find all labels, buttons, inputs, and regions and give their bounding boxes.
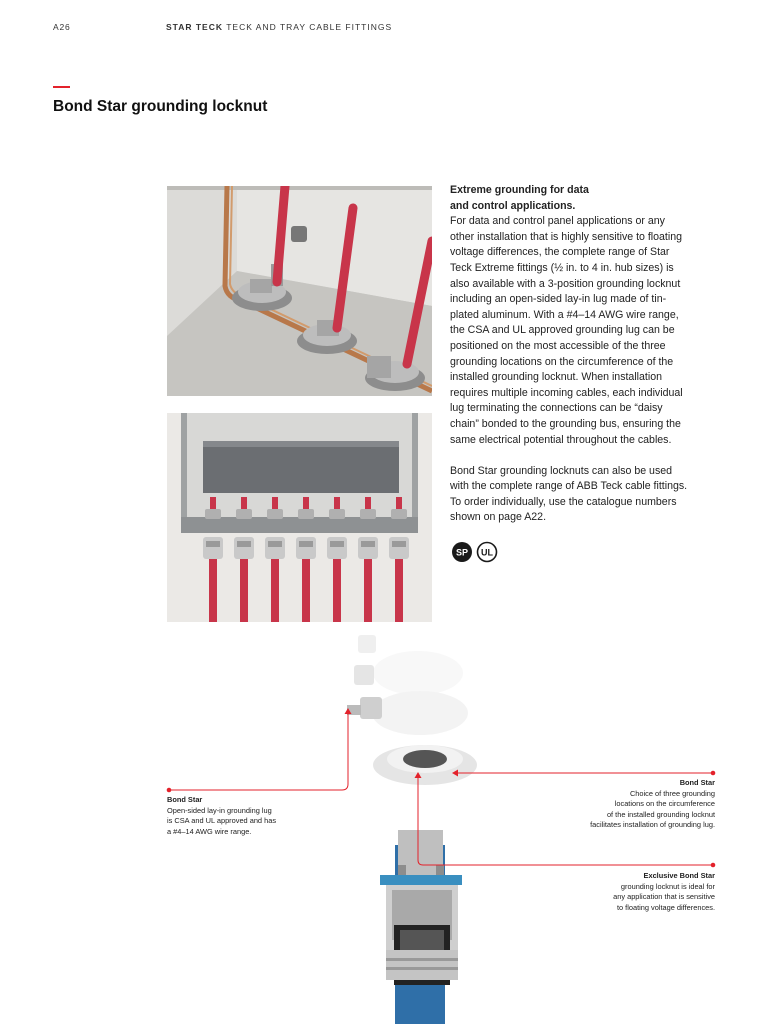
body-line: Bond Star grounding locknuts can also be used	[450, 464, 673, 477]
certification-marks	[451, 541, 501, 570]
body-line: To order individually, use the catalogue numbers	[450, 495, 677, 508]
callout-3-line: to floating voltage differences.	[616, 902, 715, 912]
product-illustration	[320, 625, 505, 1024]
photo-enclosure-locknuts	[167, 186, 432, 396]
body-line: plated aluminum. With a #4–14 AWG wire range,	[450, 308, 679, 321]
lead-line-1: Extreme grounding for data	[450, 184, 589, 196]
body-line: requires multiple incoming cables, each individual	[450, 386, 683, 399]
leader-dot-2	[711, 771, 716, 776]
body-line: Teck Extreme fittings (½ in. to 4 in. hub sizes) is	[450, 261, 674, 274]
photo-grounding-bus-illustration	[167, 413, 432, 622]
callout-2-line: facilitates installation of grounding lug.	[590, 820, 715, 830]
body-copy	[450, 183, 718, 526]
running-header	[166, 22, 392, 32]
page-number: A26	[53, 22, 71, 32]
paragraph-1	[450, 214, 718, 448]
body-line: also available with a 3-position grounding locknut	[450, 277, 681, 290]
body-line: For data and control panel applications or any	[450, 215, 665, 228]
callout-2-line: Choice of three grounding	[629, 788, 715, 798]
photo-enclosure-locknuts-illustration	[167, 186, 432, 396]
callout-grounding-locations	[540, 778, 715, 831]
csa-logo-text: SP	[455, 547, 469, 558]
body-line: positioned on the most accessible of the three	[450, 339, 666, 352]
callout-3-line: grounding locknut is ideal for	[620, 881, 715, 891]
callout-2-title: Bond Star	[679, 778, 715, 787]
body-line: other installation that is highly sensitive to floating	[450, 230, 683, 243]
body-line: same electrical potential throughout the cables.	[450, 433, 672, 446]
callout-2-line: locations on the circumference	[614, 799, 715, 809]
header-section: TECK AND TRAY CABLE FITTINGS	[226, 22, 393, 32]
body-line: installed grounding locknut. When installation	[450, 371, 663, 384]
body-line: chain” bonded to the grounding bus, ensuring the	[450, 417, 681, 430]
callout-exclusive-bond-star	[540, 871, 715, 913]
body-line: with the complete range of ABB Teck cable fittings.	[450, 480, 688, 493]
callout-1-line: is CSA and UL approved and has	[167, 816, 277, 826]
accent-dash	[53, 86, 70, 88]
body-line: shown on page A22.	[450, 511, 547, 524]
body-line: lug terminating the connections can be “daisy	[450, 402, 663, 415]
body-line: the CSA and UL approved grounding lug can be	[450, 324, 675, 337]
callout-3-title: Exclusive Bond Star	[643, 871, 715, 880]
callout-2-line: of the installed grounding locknut	[606, 809, 715, 819]
callout-1-line: a #4–14 AWG wire range.	[167, 826, 252, 836]
body-line: grounding locations on the circumference of the	[450, 355, 674, 368]
header-brand: STAR TECK	[166, 22, 224, 32]
paragraph-2	[450, 464, 718, 526]
callout-lay-in-lug	[167, 795, 297, 837]
leader-dot-1	[167, 788, 172, 793]
body-line: including an open-sided lay-in lug made of tin-	[450, 293, 667, 306]
callout-1-line: Open-sided lay-in grounding lug	[167, 805, 272, 815]
ul-logo-text: UL	[481, 547, 493, 558]
photo-grounding-bus	[167, 413, 432, 622]
page-title: Bond Star grounding locknut	[53, 98, 268, 115]
body-line: voltage differences, the complete range of Star	[450, 246, 670, 259]
callout-3-line: any application that is sensitive	[613, 892, 715, 902]
callout-1-title: Bond Star	[167, 795, 203, 804]
leader-dot-3	[711, 863, 716, 868]
lead-line-2: and control applications.	[450, 199, 576, 212]
